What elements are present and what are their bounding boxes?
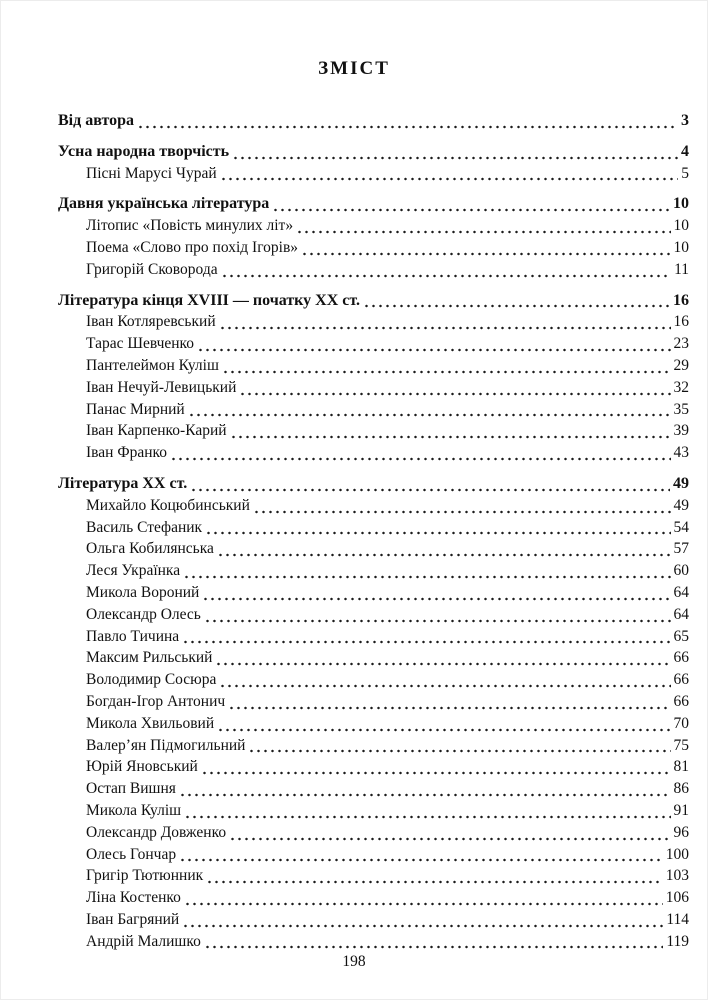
toc-entry-page: 64 <box>673 583 689 601</box>
dot-leader <box>301 243 670 259</box>
toc-entry <box>58 237 689 259</box>
toc-entry <box>58 259 689 281</box>
toc-entry-label: Микола Вороний <box>86 583 200 601</box>
dot-leader <box>217 545 671 561</box>
dot-leader <box>232 147 678 163</box>
dot-leader <box>204 610 671 626</box>
toc-entry <box>58 756 689 778</box>
toc-entry-page: 86 <box>673 780 689 798</box>
dot-leader <box>184 893 663 909</box>
dot-leader <box>182 632 670 648</box>
dot-leader <box>363 295 670 311</box>
toc-entry-label: Валер’ян Підмогильний <box>86 736 246 754</box>
dot-leader <box>220 169 679 185</box>
toc-entry-page: 106 <box>665 889 689 907</box>
toc-entry <box>58 604 689 626</box>
toc-entry <box>58 691 689 713</box>
toc-entry <box>58 215 689 237</box>
toc-entry-label: Олександр Олесь <box>86 605 201 623</box>
toc-entry <box>58 311 689 333</box>
dot-leader <box>230 427 671 443</box>
toc-entry-page: 75 <box>673 736 689 754</box>
toc-entry <box>58 778 689 800</box>
toc-entry-page: 64 <box>673 605 689 623</box>
toc-entry <box>58 442 689 464</box>
dot-leader <box>206 872 663 888</box>
toc-entry <box>58 163 689 185</box>
toc-entry-label: Андрій Малишко <box>86 932 201 950</box>
dot-leader <box>215 654 670 670</box>
toc-entry-page: 66 <box>673 649 689 667</box>
toc-entry-label: Ліна Костенко <box>86 889 181 907</box>
toc-entry-page: 114 <box>666 910 689 928</box>
dot-leader <box>222 361 671 377</box>
toc-entry-label: Микола Куліш <box>86 801 182 819</box>
toc-entry <box>58 887 689 909</box>
toc-entry <box>58 420 689 442</box>
dot-leader <box>182 915 663 931</box>
dot-leader <box>296 221 670 237</box>
toc-entry-page: 96 <box>673 823 689 841</box>
toc-entry-label: Давня українська література <box>58 195 270 213</box>
toc-entry-page: 70 <box>673 714 689 732</box>
toc-entry <box>58 909 689 931</box>
dot-leader <box>184 806 670 822</box>
dot-leader <box>197 339 670 355</box>
toc-entry <box>58 931 689 953</box>
toc-entry-label: Михайло Коцюбинський <box>86 496 250 514</box>
toc-entry <box>58 735 689 757</box>
toc-entry-label: Іван Нечуй-Левицький <box>86 378 237 396</box>
dot-leader <box>219 318 671 334</box>
toc-entry-label: Іван Карпенко-Карий <box>86 422 227 440</box>
toc-entry-label: Богдан-Ігор Антонич <box>86 692 226 710</box>
toc-entry-page: 35 <box>673 400 689 418</box>
dot-leader <box>190 479 670 495</box>
toc-entry <box>58 333 689 355</box>
dot-leader <box>202 588 670 604</box>
toc-entry <box>58 822 689 844</box>
toc-entry-page: 10 <box>673 217 689 235</box>
toc-entry-page: 23 <box>673 335 689 353</box>
toc-entry-label: Від автора <box>58 112 134 129</box>
toc-entry-page: 91 <box>673 801 689 819</box>
toc-entry-label: Пісні Марусі Чурай <box>86 164 217 182</box>
toc-entry-page: 10 <box>673 238 689 256</box>
toc-entry <box>58 495 689 517</box>
toc-entry <box>58 844 689 866</box>
dot-leader <box>239 383 670 399</box>
toc-entry-label: Олесь Гончар <box>86 845 177 863</box>
toc-entry <box>58 626 689 648</box>
toc-entry <box>58 865 689 887</box>
toc-entry-label: Остап Вишня <box>86 780 176 798</box>
toc-entry-label: Література кінця XVIII — початку XX ст. <box>58 291 361 309</box>
dot-leader <box>228 697 670 713</box>
dot-leader <box>201 763 671 779</box>
footer-page-number: 198 <box>342 953 366 970</box>
toc-entry-label: Микола Хвильовий <box>86 714 215 732</box>
toc-entry-label: Усна народна творчість <box>58 142 230 160</box>
toc-entry <box>58 141 689 163</box>
toc-entry-label: Павло Тичина <box>86 627 180 645</box>
dot-leader <box>137 116 678 132</box>
toc-entry-page: 3 <box>681 112 689 129</box>
toc-entry <box>58 582 689 604</box>
toc-entry-page: 5 <box>681 164 689 182</box>
toc-entry <box>58 517 689 539</box>
dot-leader <box>183 566 670 582</box>
toc-entry-label: Юрій Яновський <box>86 758 198 776</box>
dot-leader <box>229 828 670 844</box>
toc-entry-page: 66 <box>673 692 689 710</box>
toc-entry-page: 16 <box>673 291 689 309</box>
page-title: ЗМІСТ <box>318 58 390 79</box>
toc-entry-label: Іван Котляревський <box>86 313 216 331</box>
dot-leader <box>179 784 671 800</box>
toc-entry-page: 32 <box>673 378 689 396</box>
toc-entry-page: 81 <box>673 758 689 776</box>
toc-entry <box>58 713 689 735</box>
toc-entry-page: 54 <box>673 518 689 536</box>
toc-entry <box>58 355 689 377</box>
dot-leader <box>179 850 663 866</box>
toc-entry-page: 49 <box>673 474 689 492</box>
table-of-contents <box>58 110 689 952</box>
toc-entry-page: 65 <box>673 627 689 645</box>
toc-entry-page: 66 <box>673 671 689 689</box>
dot-leader <box>170 448 671 464</box>
dot-leader <box>188 405 671 421</box>
toc-entry-page: 103 <box>665 867 689 885</box>
toc-entry-label: Григір Тютюнник <box>86 867 204 885</box>
dot-leader <box>219 675 670 691</box>
toc-entry <box>58 647 689 669</box>
toc-entry <box>58 800 689 822</box>
dot-leader <box>221 265 671 281</box>
toc-entry-label: Тарас Шевченко <box>86 335 195 353</box>
toc-entry-label: Поема «Слово про похід Ігорів» <box>86 238 299 256</box>
toc-entry-label: Іван Багряний <box>86 910 180 928</box>
dot-leader <box>248 741 670 757</box>
toc-entry-label: Іван Франко <box>86 444 167 462</box>
toc-entry <box>58 377 689 399</box>
toc-entry-label: Літопис «Повість минулих літ» <box>86 217 294 235</box>
toc-entry-label: Леся Українка <box>86 562 181 580</box>
toc-entry-page: 29 <box>673 356 689 374</box>
toc-entry <box>58 399 689 421</box>
toc-entry-page: 16 <box>673 313 689 331</box>
dot-leader <box>217 719 670 735</box>
toc-entry-label: Володимир Сосюра <box>86 671 217 689</box>
toc-entry-label: Ольга Кобилянська <box>86 540 214 558</box>
toc-entry-label: Література XX ст. <box>58 474 188 492</box>
toc-entry-page: 39 <box>673 422 689 440</box>
toc-entry-page: 4 <box>681 142 689 160</box>
toc-entry-label: Олександр Довженко <box>86 823 227 841</box>
toc-entry-page: 119 <box>666 932 689 950</box>
toc-entry <box>58 669 689 691</box>
toc-entry <box>58 560 689 582</box>
dot-leader <box>253 501 671 517</box>
dot-leader <box>204 937 663 953</box>
toc-entry-label: Григорій Сковорода <box>86 260 218 278</box>
toc-entry-page: 43 <box>673 444 689 462</box>
toc-entry-label: Панас Мирний <box>86 400 185 418</box>
toc-entry <box>58 538 689 560</box>
toc-entry-page: 11 <box>674 260 689 278</box>
toc-entry <box>58 473 689 495</box>
toc-entry-page: 49 <box>673 496 689 514</box>
toc-entry <box>58 193 689 215</box>
toc-entry-page: 57 <box>673 540 689 558</box>
dot-leader <box>272 199 670 215</box>
dot-leader <box>205 523 670 539</box>
toc-entry-page: 100 <box>665 845 689 863</box>
toc-entry <box>58 290 689 312</box>
toc-entry-page: 10 <box>673 195 689 213</box>
toc-entry-label: Пантелеймон Куліш <box>86 356 219 374</box>
toc-entry-label: Василь Стефаник <box>86 518 203 536</box>
toc-entry-label: Максим Рильський <box>86 649 213 667</box>
toc-entry <box>58 110 689 132</box>
toc-entry-page: 60 <box>673 562 689 580</box>
